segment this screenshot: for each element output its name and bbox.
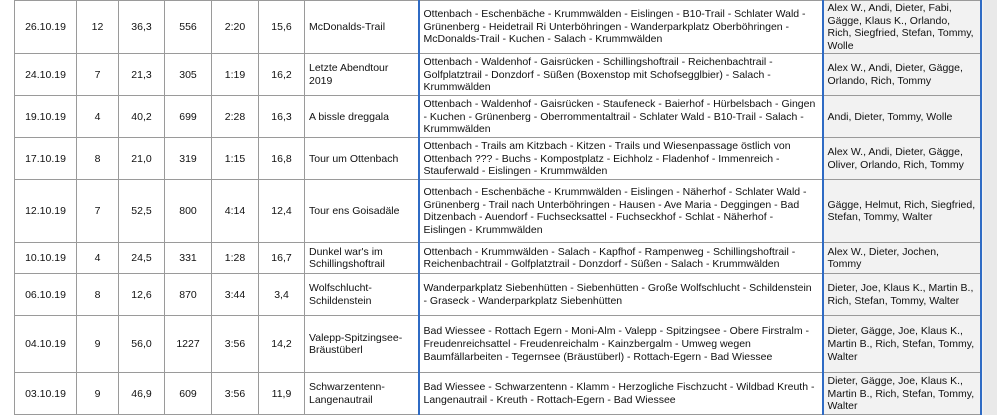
distance-cell: 24,5 (119, 243, 165, 274)
rider-count-cell: 8 (77, 138, 119, 180)
route-cell: Bad Wiessee - Rottach Egern - Moni-Alm - Valepp - Spitzingsee - Obere Firstralm - Freudenreichsattel - Freudenreichalm - Kainzbergalm - Umweg wegen Baumfällarbeiten - Tegernsee (Bräustüberl) - Rottach-Egern - Bad Wiessee (419, 316, 823, 373)
speed-cell: 16,8 (259, 138, 305, 180)
date-cell: 04.10.19 (15, 316, 77, 373)
table-row (15, 1, 981, 54)
tour-name-cell: Wolfschlucht-Schildenstein (305, 274, 419, 316)
tour-table-body (15, 1, 981, 415)
speed-cell: 16,7 (259, 243, 305, 274)
rider-count-cell: 8 (77, 274, 119, 316)
distance-cell: 36,3 (119, 1, 165, 54)
tour-table (14, 0, 982, 415)
rider-count-cell: 7 (77, 54, 119, 96)
riders-cell: Andi, Dieter, Tommy, Wolle (823, 96, 981, 138)
table-row (15, 274, 981, 316)
tour-name-cell: A bissle dreggala (305, 96, 419, 138)
elevation-cell: 331 (165, 243, 212, 274)
table-row (15, 138, 981, 180)
date-cell: 24.10.19 (15, 54, 77, 96)
duration-cell: 2:28 (212, 96, 259, 138)
tour-name-cell: Letzte Abendtour 2019 (305, 54, 419, 96)
date-cell: 12.10.19 (15, 180, 77, 243)
route-cell: Ottenbach - Krummwälden - Salach - Kapfhof - Rampenweg - Schillingshoftrail - Reichenbachtrail - Golfplatztrail - Donzdorf - Süßen - Salach - Krummwälden (419, 243, 823, 274)
route-cell: Ottenbach - Trails am Kitzbach - Kitzen - Trails und Wiesenpassage östlich von Ottenbach ??? - Buchs - Kompostplatz - Eichholz - Fladenhof - Immenreich - Stauferwald - Eislingen - Krummwälden (419, 138, 823, 180)
right-border (980, 0, 982, 415)
elevation-cell: 1227 (165, 316, 212, 373)
route-cell: Wanderparkplatz Siebenhütten - Siebenhütten - Große Wolfschlucht - Schildenstein - Graseck - Wanderparkplatz Siebenhütten (419, 274, 823, 316)
tour-name-cell: Tour um Ottenbach (305, 138, 419, 180)
table-row (15, 96, 981, 138)
rider-count-cell: 4 (77, 243, 119, 274)
distance-cell: 21,3 (119, 54, 165, 96)
rider-count-cell: 12 (77, 1, 119, 54)
date-cell: 19.10.19 (15, 96, 77, 138)
duration-cell: 3:44 (212, 274, 259, 316)
distance-cell: 52,5 (119, 180, 165, 243)
speed-cell: 16,2 (259, 54, 305, 96)
date-cell: 17.10.19 (15, 138, 77, 180)
route-cell: Ottenbach - Waldenhof - Gaisrücken - Staufeneck - Baierhof - Hürbelsbach - Gingen - Kuchen - Grünenberg - Oberrommentaltrail - Schlater Wald - B10-Trail - Salach - Krummwälden (419, 96, 823, 138)
rider-count-cell: 4 (77, 96, 119, 138)
tour-name-cell: Schwarzentenn-Langenautrail (305, 373, 419, 415)
rider-count-cell: 9 (77, 316, 119, 373)
duration-cell: 1:19 (212, 54, 259, 96)
route-cell: Bad Wiessee - Schwarzentenn - Klamm - Herzogliche Fischzucht - Wildbad Kreuth - Langenautrail - Kreuth - Rottach-Egern - Bad Wiessee (419, 373, 823, 415)
riders-cell: Alex W., Andi, Dieter, Fabi, Gägge, Klaus K., Orlando, Rich, Siegfried, Stefan, Tommy, Wolle (823, 1, 981, 54)
riders-cell: Dieter, Gägge, Joe, Klaus K., Martin B., Rich, Stefan, Tommy, Walter (823, 373, 981, 415)
route-cell: Ottenbach - Eschenbäche - Krummwälden - Eislingen - B10-Trail - Schlater Wald - Grünenberg - Heidetrail Ri Unterböhringen - Wanderparkplatz Oberböhringen - McDonalds-Trail - Kuchen - Salach - Krummwälden (419, 1, 823, 54)
speed-cell: 12,4 (259, 180, 305, 243)
speed-cell: 14,2 (259, 316, 305, 373)
duration-cell: 4:14 (212, 180, 259, 243)
elevation-cell: 609 (165, 373, 212, 415)
date-cell: 10.10.19 (15, 243, 77, 274)
elevation-cell: 870 (165, 274, 212, 316)
duration-cell: 1:15 (212, 138, 259, 180)
distance-cell: 40,2 (119, 96, 165, 138)
riders-cell: Gägge, Helmut, Rich, Siegfried, Stefan, Tommy, Walter (823, 180, 981, 243)
duration-cell: 3:56 (212, 316, 259, 373)
duration-cell: 2:20 (212, 1, 259, 54)
elevation-cell: 556 (165, 1, 212, 54)
route-cell: Ottenbach - Eschenbäche - Krummwälden - Eislingen - Näherhof - Schlater Wald - Grünenberg - Trail nach Unterböhringen - Hausen - Ave Maria - Deggingen - Bad Ditzenbach - Auendorf - Fuchsecksattel - Fuchseckhof - Schlat - Näherhof - Eislingen - Krummwälden (419, 180, 823, 243)
date-cell: 03.10.19 (15, 373, 77, 415)
distance-cell: 12,6 (119, 274, 165, 316)
speed-cell: 3,4 (259, 274, 305, 316)
date-cell: 26.10.19 (15, 1, 77, 54)
tour-name-cell: Valepp-Spitzingsee-Bräustüberl (305, 316, 419, 373)
date-cell: 06.10.19 (15, 274, 77, 316)
speed-cell: 11,9 (259, 373, 305, 415)
table-row (15, 180, 981, 243)
elevation-cell: 319 (165, 138, 212, 180)
distance-cell: 46,9 (119, 373, 165, 415)
riders-cell: Alex W., Andi, Dieter, Gägge, Orlando, Rich, Tommy (823, 54, 981, 96)
table-row (15, 54, 981, 96)
table-row (15, 373, 981, 415)
duration-cell: 1:28 (212, 243, 259, 274)
elevation-cell: 800 (165, 180, 212, 243)
riders-cell: Alex W., Dieter, Jochen, Tommy (823, 243, 981, 274)
distance-cell: 56,0 (119, 316, 165, 373)
speed-cell: 16,3 (259, 96, 305, 138)
table-row (15, 243, 981, 274)
tour-name-cell: Dunkel war's im Schillingshoftrail (305, 243, 419, 274)
duration-cell: 3:56 (212, 373, 259, 415)
rider-count-cell: 7 (77, 180, 119, 243)
riders-cell: Dieter, Gägge, Joe, Klaus K., Martin B., Rich, Stefan, Tommy, Walter (823, 316, 981, 373)
rider-count-cell: 9 (77, 373, 119, 415)
tour-name-cell: Tour ens Goisadäle (305, 180, 419, 243)
route-cell: Ottenbach - Waldenhof - Gaisrücken - Schillingshoftrail - Reichenbachtrail - Golfplatztrail - Donzdorf - Süßen (Boxenstop mit Schofsegglbier) - Salach - Krummwälden (419, 54, 823, 96)
riders-cell: Alex W., Andi, Dieter, Gägge, Oliver, Orlando, Rich, Tommy (823, 138, 981, 180)
elevation-cell: 305 (165, 54, 212, 96)
distance-cell: 21,0 (119, 138, 165, 180)
tour-name-cell: McDonalds-Trail (305, 1, 419, 54)
speed-cell: 15,6 (259, 1, 305, 54)
table-row (15, 316, 981, 373)
riders-cell: Dieter, Joe, Klaus K., Martin B., Rich, Stefan, Tommy, Walter (823, 274, 981, 316)
elevation-cell: 699 (165, 96, 212, 138)
